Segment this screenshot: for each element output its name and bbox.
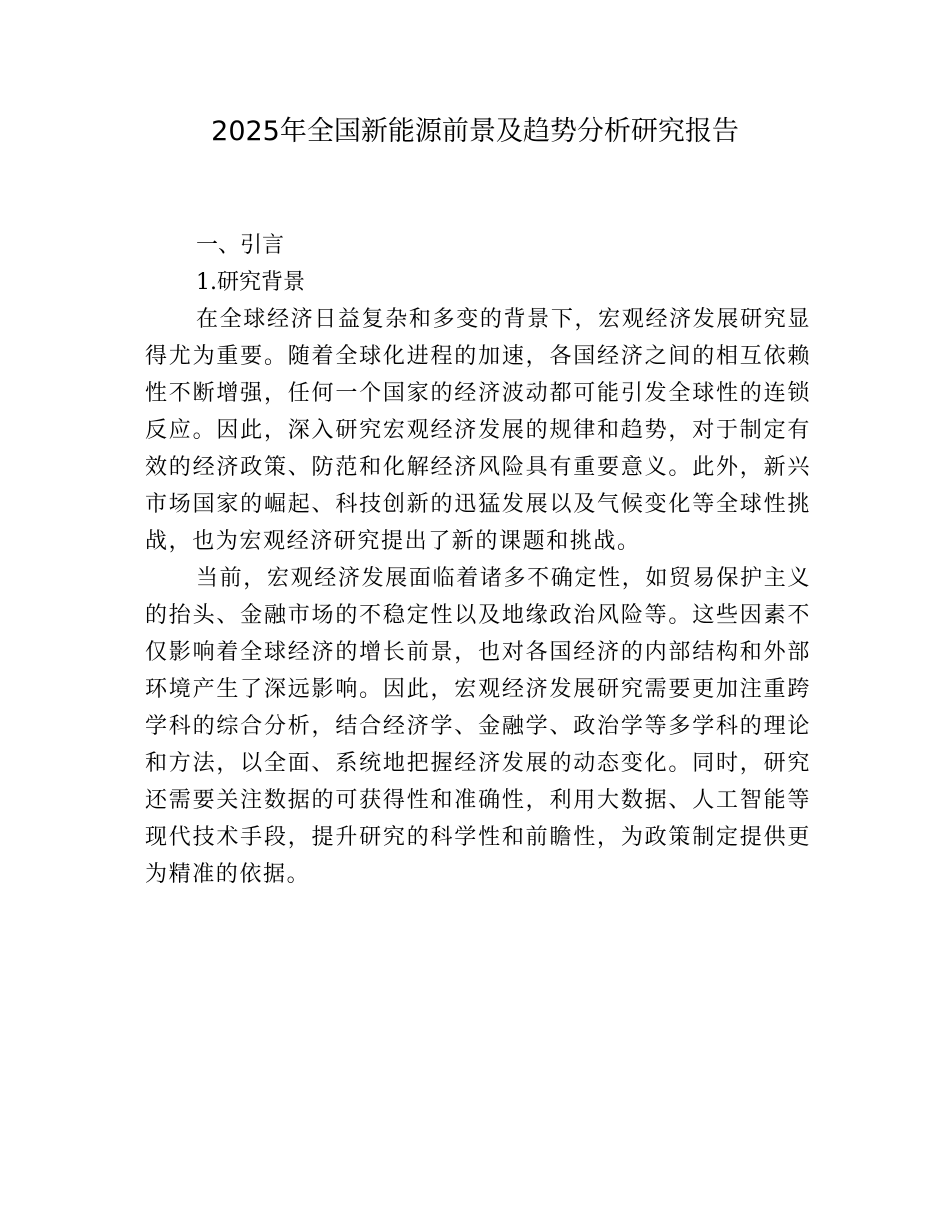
document-title: 2025年全国新能源前景及趋势分析研究报告 [211, 116, 739, 147]
paragraph-2: 当前，宏观经济发展面临着诸多不确定性，如贸易保护主义的抬头、金融市场的不稳定性以及地缘政治风险等。这些因素不仅影响着全球经济的增长前景，也对各国经济的内部结构和外部环境产生了深远影响。因此，宏观经济发展研究需要更加注重跨学科的综合分析，结合经济学、金融学、政治学等多学科的理论和方法，以全面、系统地把握经济发展的动态变化。同时，研究还需要关注数据的可获得性和准确性，利用大数据、人工智能等现代技术手段，提升研究的科学性和前瞻性，为政策制定提供更为精准的依据。 [145, 566, 811, 887]
paragraph-1: 在全球经济日益复杂和多变的背景下，宏观经济发展研究显得尤为重要。随着全球化进程的加速，各国经济之间的相互依赖性不断增强，任何一个国家的经济波动都可能引发全球性的连锁反应。因此，深入研究宏观经济发展的规律和趋势，对于制定有效的经济政策、防范和化解经济风险具有重要意义。此外，新兴市场国家的崛起、科技创新的迅猛发展以及气候变化等全球性挑战，也为宏观经济研究提出了新的课题和挑战。 [145, 307, 811, 554]
subsection-heading: 1.研究背景 [196, 270, 305, 295]
section-heading: 一、引言 [196, 233, 285, 258]
document-body [145, 227, 811, 893]
